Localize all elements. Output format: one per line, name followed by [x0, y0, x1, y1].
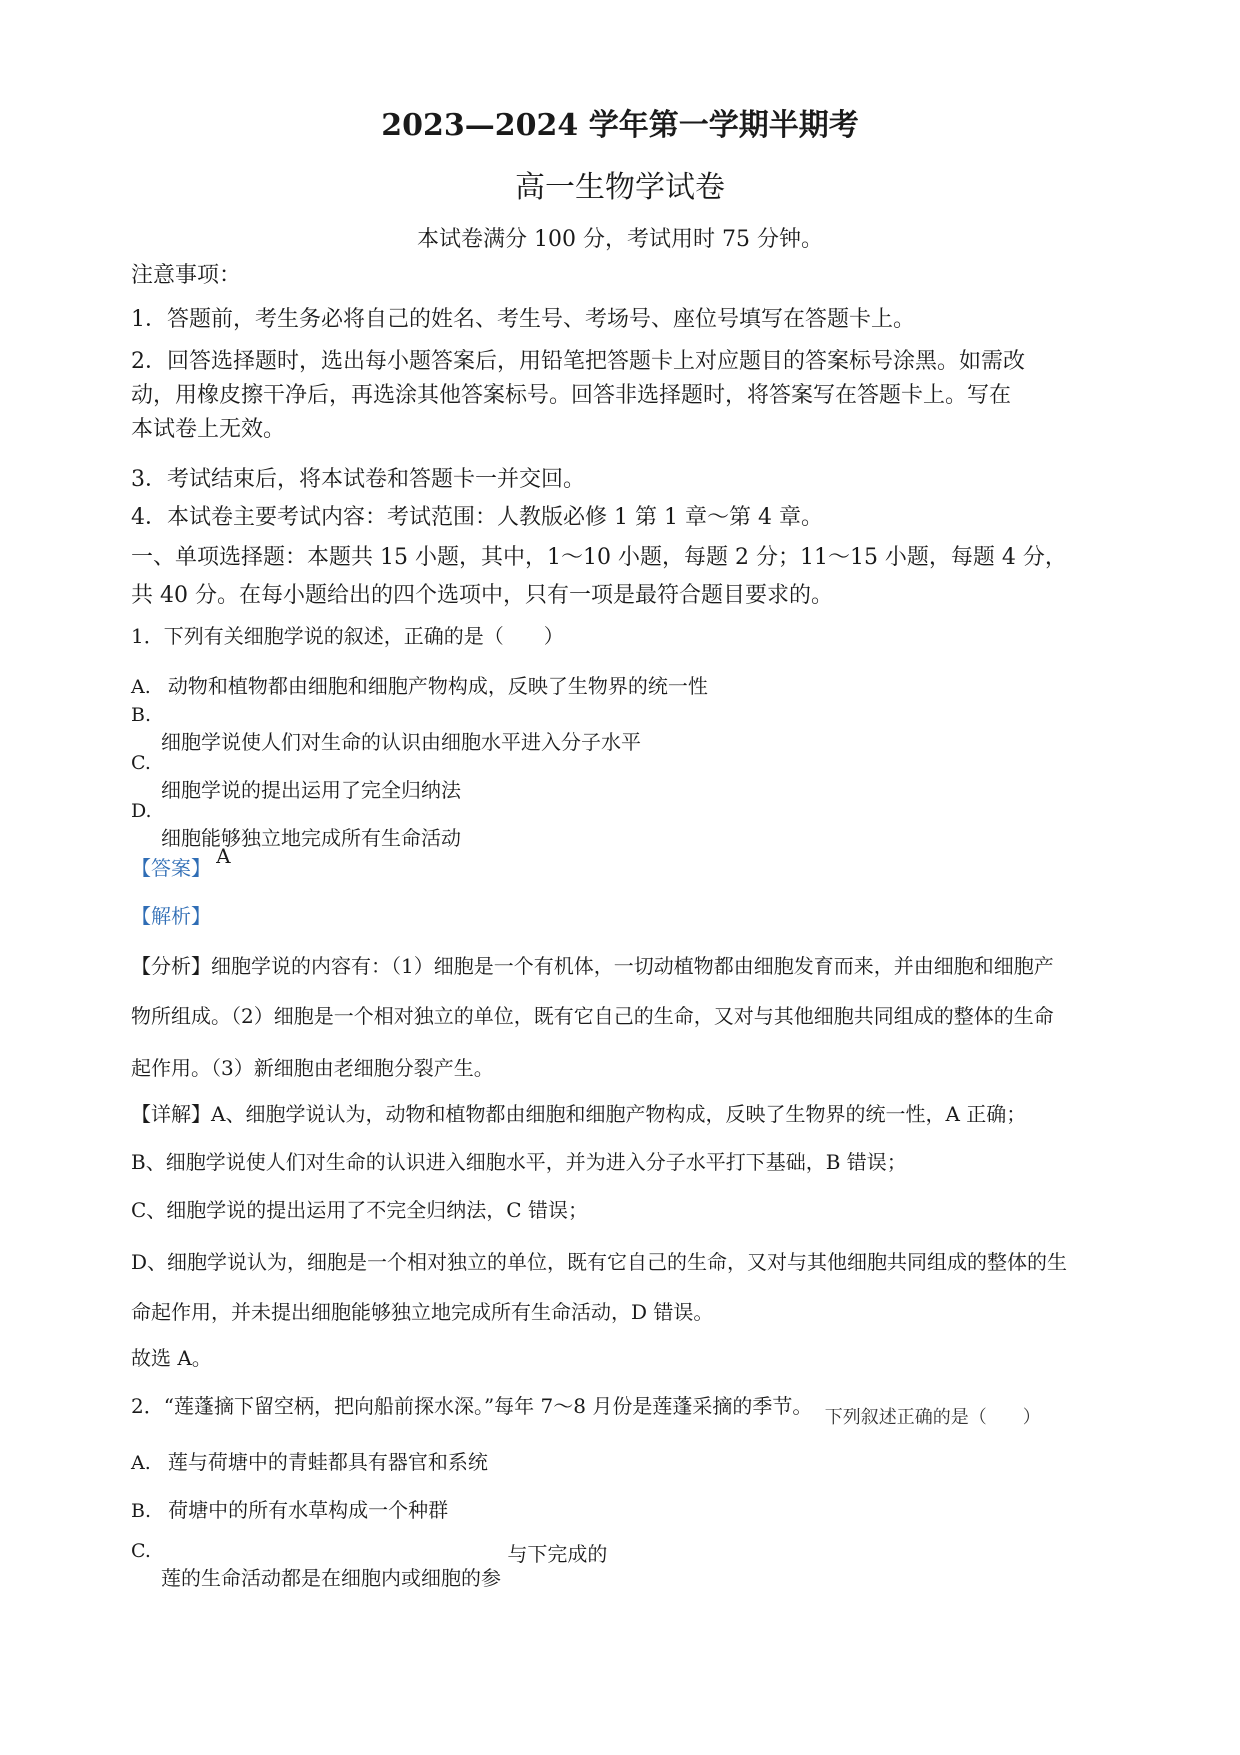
notice-item-3: 3．考试结束后，将本试卷和答题卡一并交回。 [131, 467, 585, 492]
option-text: 莲的生命活动都是在细胞内或细胞的参 [161, 1566, 501, 1590]
option-letter: A. [131, 676, 151, 698]
section1-intro: 一、单项选择题：本题共 15 小题，其中，1～10 小题，每题 2 分；11～15 小题，每题 4 分， [131, 545, 1067, 570]
q2-option-c [131, 1540, 607, 1591]
q1-detail-c: C、细胞学说的提出运用了不完全归纳法，C 错误； [131, 1198, 588, 1222]
q1-detail-d: D、细胞学说认为，细胞是一个相对独立的单位，既有它自己的生命，又对与其他细胞共同组成的整体的生 [131, 1250, 1068, 1274]
option-text: 细胞能够独立地完成所有生命活动 [161, 826, 461, 850]
q1-option-a [131, 670, 708, 699]
notice-item-4: 4．本试卷主要考试内容：考试范围：人教版必修 1 第 1 章～第 4 章。 [131, 505, 823, 530]
q2-stem-main: 2．“莲蓬摘下留空柄，把向船前探水深。”每年 7～8 月份是莲蓬采摘的季节。 [131, 1394, 813, 1418]
answer-label: 【答案】 [131, 856, 211, 880]
q1-detail-b: B、细胞学说使人们对生命的认识进入细胞水平，并为进入分子水平打下基础，B 错误； [131, 1150, 907, 1174]
q1-analysis-label: 【解析】 [131, 904, 211, 928]
notice-heading: 注意事项： [131, 263, 242, 288]
q1-analysis-line-1: 【分析】细胞学说的内容有：（1）细胞是一个有机体，一切动植物都由细胞发育而来，并由细胞和细胞产 [131, 954, 1054, 978]
notice-item-1: 1．答题前，考生务必将自己的姓名、考生号、考场号、座位号填写在答题卡上。 [131, 307, 915, 332]
q1-answer [131, 844, 231, 881]
option-letter: A. [131, 1452, 151, 1474]
q2-option-a [131, 1446, 488, 1475]
section1-intro-cont: 共 40 分。在每小题给出的四个选项中，只有一项是最符合题目要求的。 [131, 583, 833, 608]
option-text: 动物和植物都由细胞和细胞产物构成，反映了生物界的统一性 [167, 674, 708, 698]
notice-item-2-cont: 动，用橡皮擦干净后，再选涂其他答案标号。回答非选择题时，将答案写在答题卡上。写在 [131, 383, 1012, 408]
q1-conclusion: 故选 A。 [131, 1346, 212, 1370]
option-text: 细胞学说使人们对生命的认识由细胞水平进入分子水平 [161, 730, 641, 754]
option-text: 细胞学说的提出运用了完全归纳法 [161, 778, 461, 802]
exam-meta: 本试卷满分 100 分，考试用时 75 分钟。 [417, 227, 823, 252]
option-text-tail: 与下完成的 [507, 1542, 608, 1566]
q1-option-c [131, 752, 461, 803]
option-letter: B. [131, 1500, 152, 1522]
notice-item-2: 2．回答选择题时，选出每小题答案后，用铅笔把答题卡上对应题目的答案标号涂黑。如需改 [131, 349, 1026, 374]
option-letter: C. [131, 752, 151, 774]
option-text: 荷塘中的所有水草构成一个种群 [168, 1498, 449, 1522]
q2-stem-tail: 下列叙述正确的是（ ） [824, 1407, 1041, 1428]
q1-analysis-line-2: 物所组成。（2）细胞是一个相对独立的单位，既有它自己的生命，又对与其他细胞共同组成的整体的生命 [131, 1004, 1054, 1028]
notice-item-2-end: 本试卷上无效。 [131, 417, 286, 442]
q1-option-b [131, 704, 641, 755]
option-c-wrap [161, 1542, 608, 1591]
q1-analysis-line-3: 起作用。（3）新细胞由老细胞分裂产生。 [131, 1056, 494, 1080]
option-text: 莲与荷塘中的青蛙都具有器官和系统 [167, 1450, 488, 1474]
q2-stem [131, 1390, 1041, 1428]
q1-detail-a: 【详解】A、细胞学说认为，动物和植物都由细胞和细胞产物构成，反映了生物界的统一性，A 正确； [131, 1102, 1027, 1126]
q2-option-b [131, 1494, 448, 1523]
option-letter: D. [131, 800, 152, 822]
q1-option-d [131, 800, 461, 851]
q1-detail-d-cont: 命起作用，并未提出细胞能够独立地完成所有生命活动，D 错误。 [131, 1300, 714, 1324]
option-letter: C. [131, 1540, 151, 1562]
exam-title: 2023—2024 学年第一学期半期考 [381, 108, 859, 143]
exam-subtitle: 高一生物学试卷 [515, 170, 725, 205]
q1-stem: 1．下列有关细胞学说的叙述，正确的是（ ） [131, 624, 564, 648]
answer-value: A [216, 844, 231, 868]
option-letter: B. [131, 704, 152, 726]
